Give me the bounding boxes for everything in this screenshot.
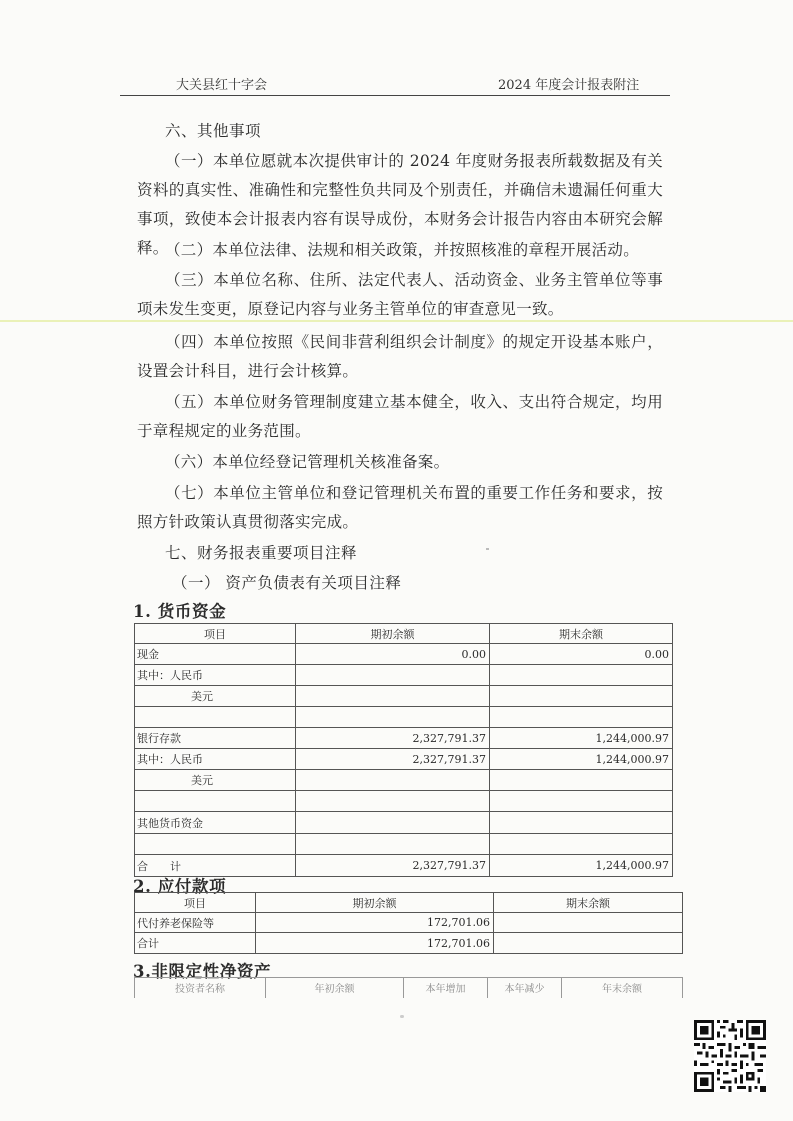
closing-value: 1,244,000.97 (490, 728, 673, 749)
col-header-decrease: 本年减少 (488, 978, 562, 998)
header-rule (120, 95, 670, 96)
opening-value (296, 665, 490, 686)
opening-value: 0.00 (296, 644, 490, 665)
closing-value (490, 707, 673, 728)
row-label (135, 707, 296, 728)
table-row (135, 644, 673, 665)
opening-value (296, 686, 490, 707)
scan-speck (486, 548, 489, 550)
table-row (135, 686, 673, 707)
unrestricted-net-assets-table (134, 977, 683, 998)
closing-value (490, 665, 673, 686)
row-label (135, 834, 296, 855)
table-header-row (135, 893, 683, 913)
col-header-increase: 本年增加 (404, 978, 488, 998)
scan-speck (400, 1015, 404, 1018)
opening-value (296, 707, 490, 728)
opening-value: 2,327,791.37 (296, 749, 490, 770)
closing-value: 1,244,000.97 (490, 855, 673, 877)
header-org: 大关县红十字会 (176, 78, 268, 93)
section-7-subtitle: （一） 资产负债表有关项目注释 (172, 574, 402, 592)
closing-value (490, 812, 673, 834)
closing-value: 1,244,000.97 (490, 749, 673, 770)
payables-table (134, 892, 683, 954)
table-row (135, 665, 673, 686)
row-label: 合计 (135, 933, 256, 954)
col-header-closing: 期末余额 (494, 893, 683, 913)
col-header-opening: 期初余额 (256, 893, 494, 913)
section-7-title: 七、财务报表重要项目注释 (165, 544, 358, 562)
table-header-row (135, 978, 683, 998)
table-row (135, 728, 673, 749)
closing-value (490, 791, 673, 812)
section-6-title: 六、其他事项 (165, 122, 262, 140)
table-header-row (135, 624, 673, 644)
table-total-row (135, 933, 683, 954)
closing-value (490, 770, 673, 791)
row-label: 美元 (135, 686, 296, 707)
row-label: 美元 (135, 770, 296, 791)
row-label: 现金 (135, 644, 296, 665)
row-label: 合 计 (135, 855, 296, 877)
opening-value: 2,327,791.37 (296, 855, 490, 877)
row-label (135, 791, 296, 812)
opening-value: 2,327,791.37 (296, 728, 490, 749)
table-row (135, 749, 673, 770)
section-6-item-3: （三）本单位名称、住所、法定代表人、活动资金、业务主管单位等事项未发生变更，原登记内容与业务主管单位的审查意见一致。 (137, 271, 663, 318)
section-6-item-1: （一）本单位愿就本次提供审计的 2024 年度财务报表所载数据及有关资料的真实性、准确性和完整性负共同及个别责任，并确信未遗漏任何重大事项，致使本会计报表内容有误导成份，本财务会计报告内容由本研究会解释。 (137, 152, 663, 257)
col-header-item: 项目 (135, 624, 296, 644)
table-row (135, 707, 673, 728)
table-2-heading: 2. 应付款项 (133, 877, 227, 896)
table-1-heading: 1. 货币资金 (133, 602, 227, 621)
opening-value (296, 770, 490, 791)
header-doc-title: 2024 年度会计报表附注 (498, 78, 640, 93)
opening-value: 172,701.06 (256, 933, 494, 954)
row-label: 其中：人民币 (135, 665, 296, 686)
row-label: 其他货币资金 (135, 812, 296, 834)
row-label: 其中：人民币 (135, 749, 296, 770)
table-row (135, 913, 683, 933)
opening-value (296, 834, 490, 855)
row-label: 代付养老保险等 (135, 913, 256, 933)
closing-value (490, 686, 673, 707)
table-row (135, 834, 673, 855)
opening-value: 172,701.06 (256, 913, 494, 933)
section-6-item-6: （六）本单位经登记管理机关核准备案。 (165, 453, 450, 471)
qr-code-icon (694, 1020, 766, 1092)
col-header-year-start: 年初余额 (266, 978, 404, 998)
table-row (135, 770, 673, 791)
row-label: 银行存款 (135, 728, 296, 749)
closing-value (494, 933, 683, 954)
closing-value (490, 834, 673, 855)
col-header-item: 项目 (135, 893, 256, 913)
col-header-investor: 投资者名称 (135, 978, 266, 998)
section-6-item-4: （四）本单位按照《民间非营利组织会计制度》的规定开设基本账户，设置会计科目，进行会计核算。 (137, 333, 663, 380)
closing-value: 0.00 (490, 644, 673, 665)
col-header-year-end: 年末余额 (562, 978, 683, 998)
col-header-closing: 期末余额 (490, 624, 673, 644)
opening-value (296, 791, 490, 812)
section-6-item-5: （五）本单位财务管理制度建立基本健全，收入、支出符合规定，均用于章程规定的业务范围。 (137, 393, 663, 440)
table-row (135, 791, 673, 812)
section-6-item-7: （七）本单位主管单位和登记管理机关布置的重要工作任务和要求，按照方针政策认真贯彻落实完成。 (137, 484, 663, 531)
table-3-heading: 3.非限定性净资产 (133, 962, 272, 981)
col-header-opening: 期初余额 (296, 624, 490, 644)
section-6-item-2: （二）本单位法律、法规和相关政策，并按照核准的章程开展活动。 (165, 241, 640, 259)
closing-value (494, 913, 683, 933)
monetary-funds-table (134, 623, 673, 877)
table-row (135, 812, 673, 834)
opening-value (296, 812, 490, 834)
